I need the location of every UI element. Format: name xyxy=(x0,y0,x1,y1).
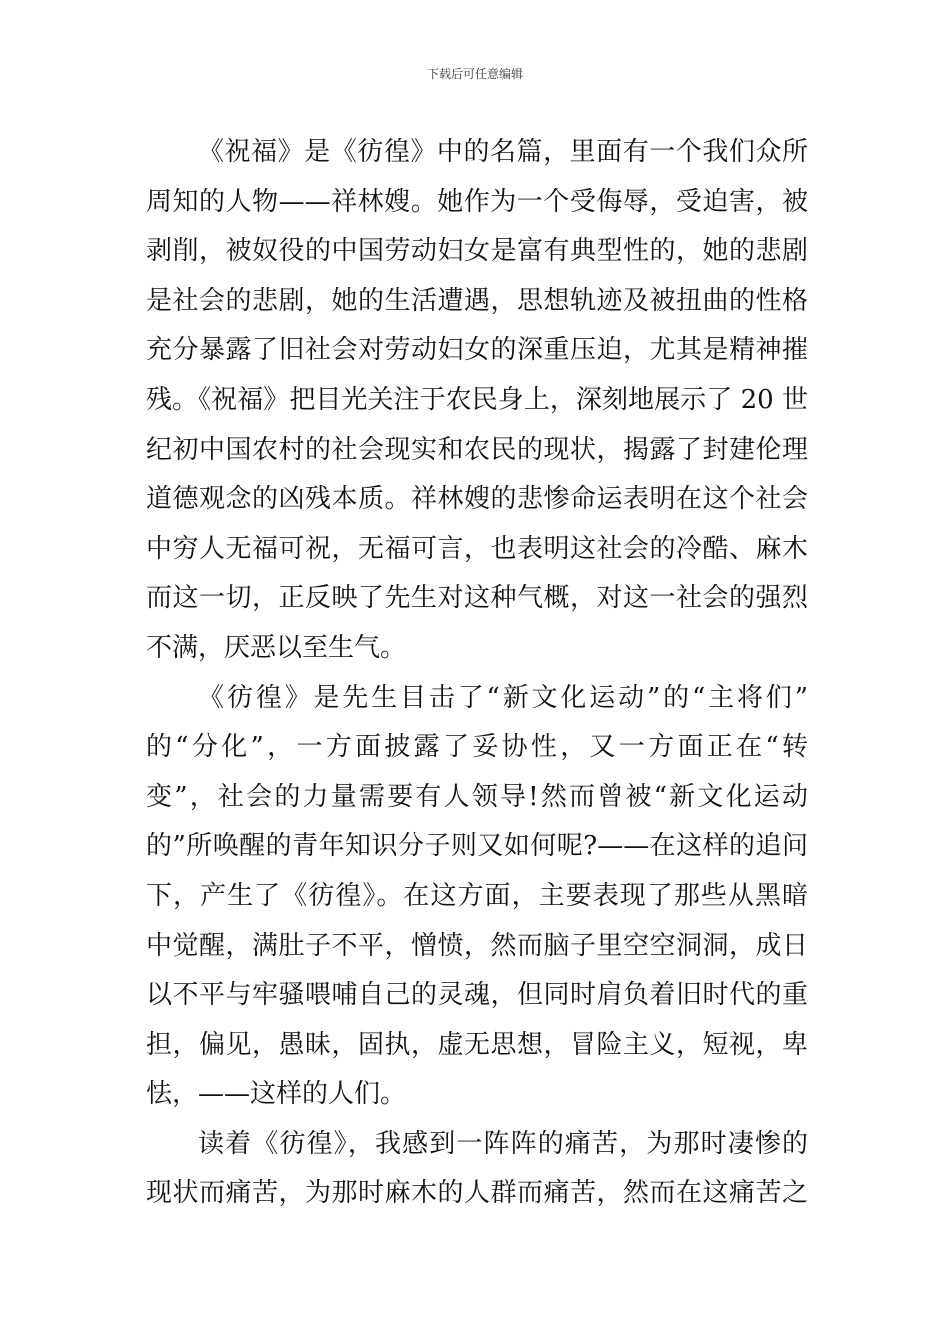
text-line: 是社会的悲剧，她的生活遭遇，思想轨迹及被扭曲的性格 xyxy=(146,285,808,316)
text-line: 周知的人物——祥林嫂。她作为一个受侮辱，受迫害，被 xyxy=(146,186,808,217)
paragraph xyxy=(146,674,808,1120)
text-line: 现状而痛苦，为那时麻木的人群而痛苦，然而在这痛苦之 xyxy=(146,1178,808,1209)
text-line: 怯，——这样的人们。 xyxy=(146,1079,407,1110)
paragraph xyxy=(146,1120,808,1219)
text-line: 担，偏见，愚昧，固执，虚无思想，冒险主义，短视，卑 xyxy=(146,1029,808,1060)
text-line: 《彷徨》是先生目击了“新文化运动”的“主将们” xyxy=(198,682,808,713)
text-line: 变”，社会的力量需要有人领导!然而曾被“新文化运动 xyxy=(146,781,808,812)
text-line: 中穷人无福可祝，无福可言，也表明这社会的冷酷、麻木 xyxy=(146,533,808,564)
text-line: 下，产生了《彷徨》。在这方面，主要表现了那些从黑暗 xyxy=(146,880,808,911)
text-line: 的“分化”，一方面披露了妥协性，又一方面正在“转 xyxy=(146,732,808,763)
text-line: 而这一切，正反映了先生对这种气概，对这一社会的强烈 xyxy=(146,583,808,614)
header-note: 下载后可任意编辑 xyxy=(426,67,523,81)
document-body xyxy=(146,128,808,1219)
text-line: 残。《祝福》把目光关注于农民身上，深刻地展示了 20 世 xyxy=(146,384,808,415)
text-line: 纪初中国农村的社会现实和农民的现状，揭露了封建伦理 xyxy=(146,434,808,465)
text-line: 的”所唤醒的青年知识分子则又如何呢?——在这样的追问 xyxy=(146,831,808,862)
text-line: 充分暴露了旧社会对劳动妇女的深重压迫，尤其是精神摧 xyxy=(146,335,808,366)
text-line: 以不平与牢骚喂哺自己的灵魂，但同时肩负着旧时代的重 xyxy=(146,980,808,1011)
text-line: 读着《彷徨》，我感到一阵阵的痛苦，为那时凄惨的 xyxy=(198,1128,808,1159)
text-line: 《祝福》是《彷徨》中的名篇，里面有一个我们众所 xyxy=(198,137,808,167)
text-line: 不满，厌恶以至生气。 xyxy=(146,632,407,663)
text-line: 剥削，被奴役的中国劳动妇女是富有典型性的，她的悲剧 xyxy=(146,236,808,267)
text-line: 中觉醒，满肚子不平，憎愤，然而脑子里空空洞洞，成日 xyxy=(146,930,808,961)
paragraph xyxy=(146,128,808,674)
text-line: 道德观念的凶残本质。祥林嫂的悲惨命运表明在这个社会 xyxy=(146,484,808,515)
